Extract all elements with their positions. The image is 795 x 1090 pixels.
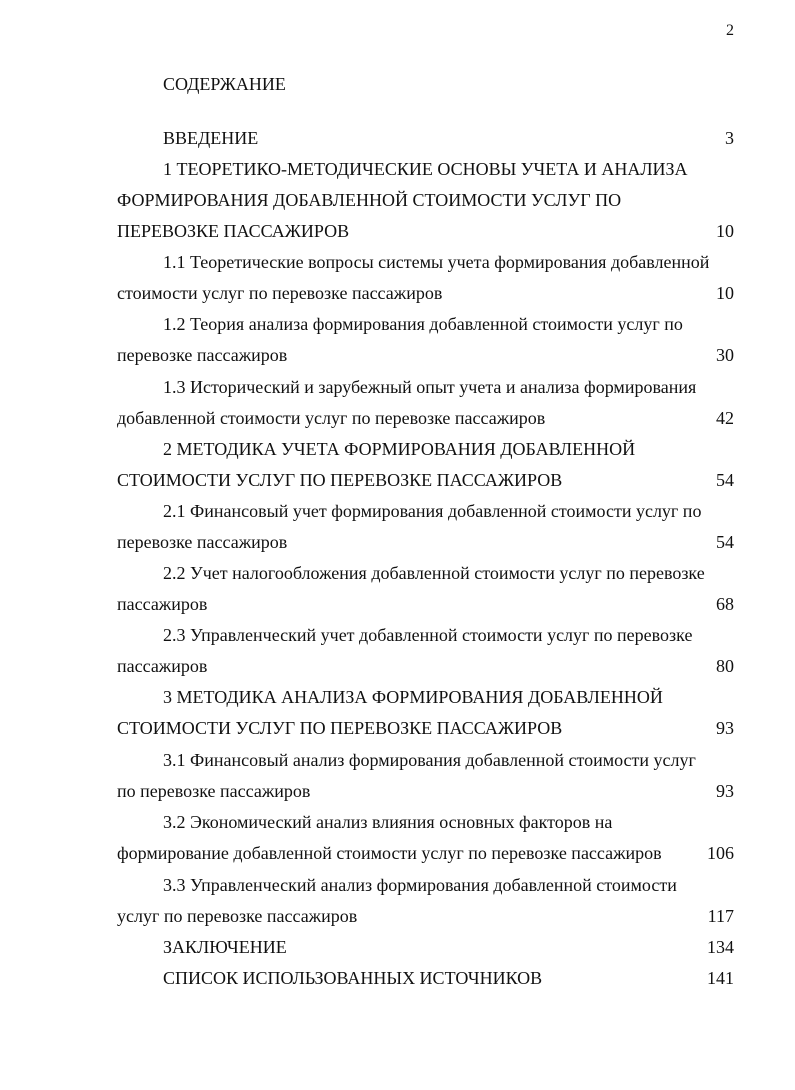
toc-page-number: 54	[716, 532, 734, 552]
toc-chapter-2-line-1: 2 МЕТОДИКА УЧЕТА ФОРМИРОВАНИЯ ДОБАВЛЕННОЙ	[163, 439, 636, 459]
toc-section-2-2-line-1: 2.2 Учет налогообложения добавленной стоимости услуг по перевозке	[163, 563, 705, 583]
toc-chapter-2-line-2: СТОИМОСТИ УСЛУГ ПО ПЕРЕВОЗКЕ ПАССАЖИРОВ	[117, 470, 563, 490]
toc-section-1-2-line-2: перевозке пассажиров	[117, 345, 288, 365]
toc-page-number: 68	[716, 594, 734, 614]
toc-chapter-3-line-1: 3 МЕТОДИКА АНАЛИЗА ФОРМИРОВАНИЯ ДОБАВЛЕННОЙ	[163, 687, 663, 707]
toc-section-2-3-line-1: 2.3 Управленческий учет добавленной стоимости услуг по перевозке	[163, 625, 693, 645]
toc-page-number: 117	[707, 906, 734, 926]
toc-page-number: 141	[707, 968, 734, 988]
toc-section-2-2-line-2: пассажиров	[117, 594, 208, 614]
toc-section-3-1-line-1: 3.1 Финансовый анализ формирования добавленной стоимости услуг	[163, 750, 696, 770]
toc-entry-references: СПИСОК ИСПОЛЬЗОВАННЫХ ИСТОЧНИКОВ	[163, 968, 543, 988]
toc-section-3-2-line-1: 3.2 Экономический анализ влияния основных факторов на	[163, 812, 613, 832]
toc-section-1-2-line-1: 1.2 Теория анализа формирования добавленной стоимости услуг по	[163, 314, 683, 334]
toc-page-number: 93	[716, 718, 734, 738]
toc-page-number: 106	[707, 843, 734, 863]
toc-section-3-2-line-2: формирование добавленной стоимости услуг по перевозке пассажиров	[117, 843, 662, 863]
toc-page-number: 93	[716, 781, 734, 801]
toc-section-1-1-line-2: стоимости услуг по перевозке пассажиров	[117, 283, 443, 303]
page-number: 2	[726, 22, 734, 39]
toc-section-1-1-line-1: 1.1 Теоретические вопросы системы учета формирования добавленной	[163, 252, 710, 272]
toc-chapter-1-line-2: ФОРМИРОВАНИЯ ДОБАВЛЕННОЙ СТОИМОСТИ УСЛУГ ПО	[117, 190, 622, 210]
toc-chapter-3-line-2: СТОИМОСТИ УСЛУГ ПО ПЕРЕВОЗКЕ ПАССАЖИРОВ	[117, 718, 563, 738]
toc-page-number: 3	[725, 128, 734, 148]
toc-section-2-1-line-1: 2.1 Финансовый учет формирования добавленной стоимости услуг по	[163, 501, 702, 521]
toc-page-number: 134	[707, 937, 734, 957]
toc-page-number: 42	[716, 408, 734, 428]
toc-title: СОДЕРЖАНИЕ	[163, 74, 286, 94]
toc-chapter-1-line-1: 1 ТЕОРЕТИКО-МЕТОДИЧЕСКИЕ ОСНОВЫ УЧЕТА И АНАЛИЗА	[163, 159, 688, 179]
toc-section-3-3-line-1: 3.3 Управленческий анализ формирования добавленной стоимости	[163, 875, 677, 895]
toc-chapter-1-line-3: ПЕРЕВОЗКЕ ПАССАЖИРОВ	[117, 221, 350, 241]
toc-page-number: 10	[716, 283, 734, 303]
toc-section-2-1-line-2: перевозке пассажиров	[117, 532, 288, 552]
toc-page-number: 30	[716, 345, 734, 365]
toc-page-number: 10	[716, 221, 734, 241]
toc-page-number: 80	[716, 656, 734, 676]
toc-section-2-3-line-2: пассажиров	[117, 656, 208, 676]
toc-section-3-1-line-2: по перевозке пассажиров	[117, 781, 311, 801]
toc-section-1-3-line-1: 1.3 Исторический и зарубежный опыт учета и анализа формирования	[163, 377, 697, 397]
toc-page-number: 54	[716, 470, 734, 490]
toc-section-3-3-line-2: услуг по перевозке пассажиров	[117, 906, 358, 926]
toc-section-1-3-line-2: добавленной стоимости услуг по перевозке пассажиров	[117, 408, 546, 428]
toc-entry-conclusion: ЗАКЛЮЧЕНИЕ	[163, 937, 287, 957]
toc-entry-introduction: ВВЕДЕНИЕ	[163, 128, 259, 148]
